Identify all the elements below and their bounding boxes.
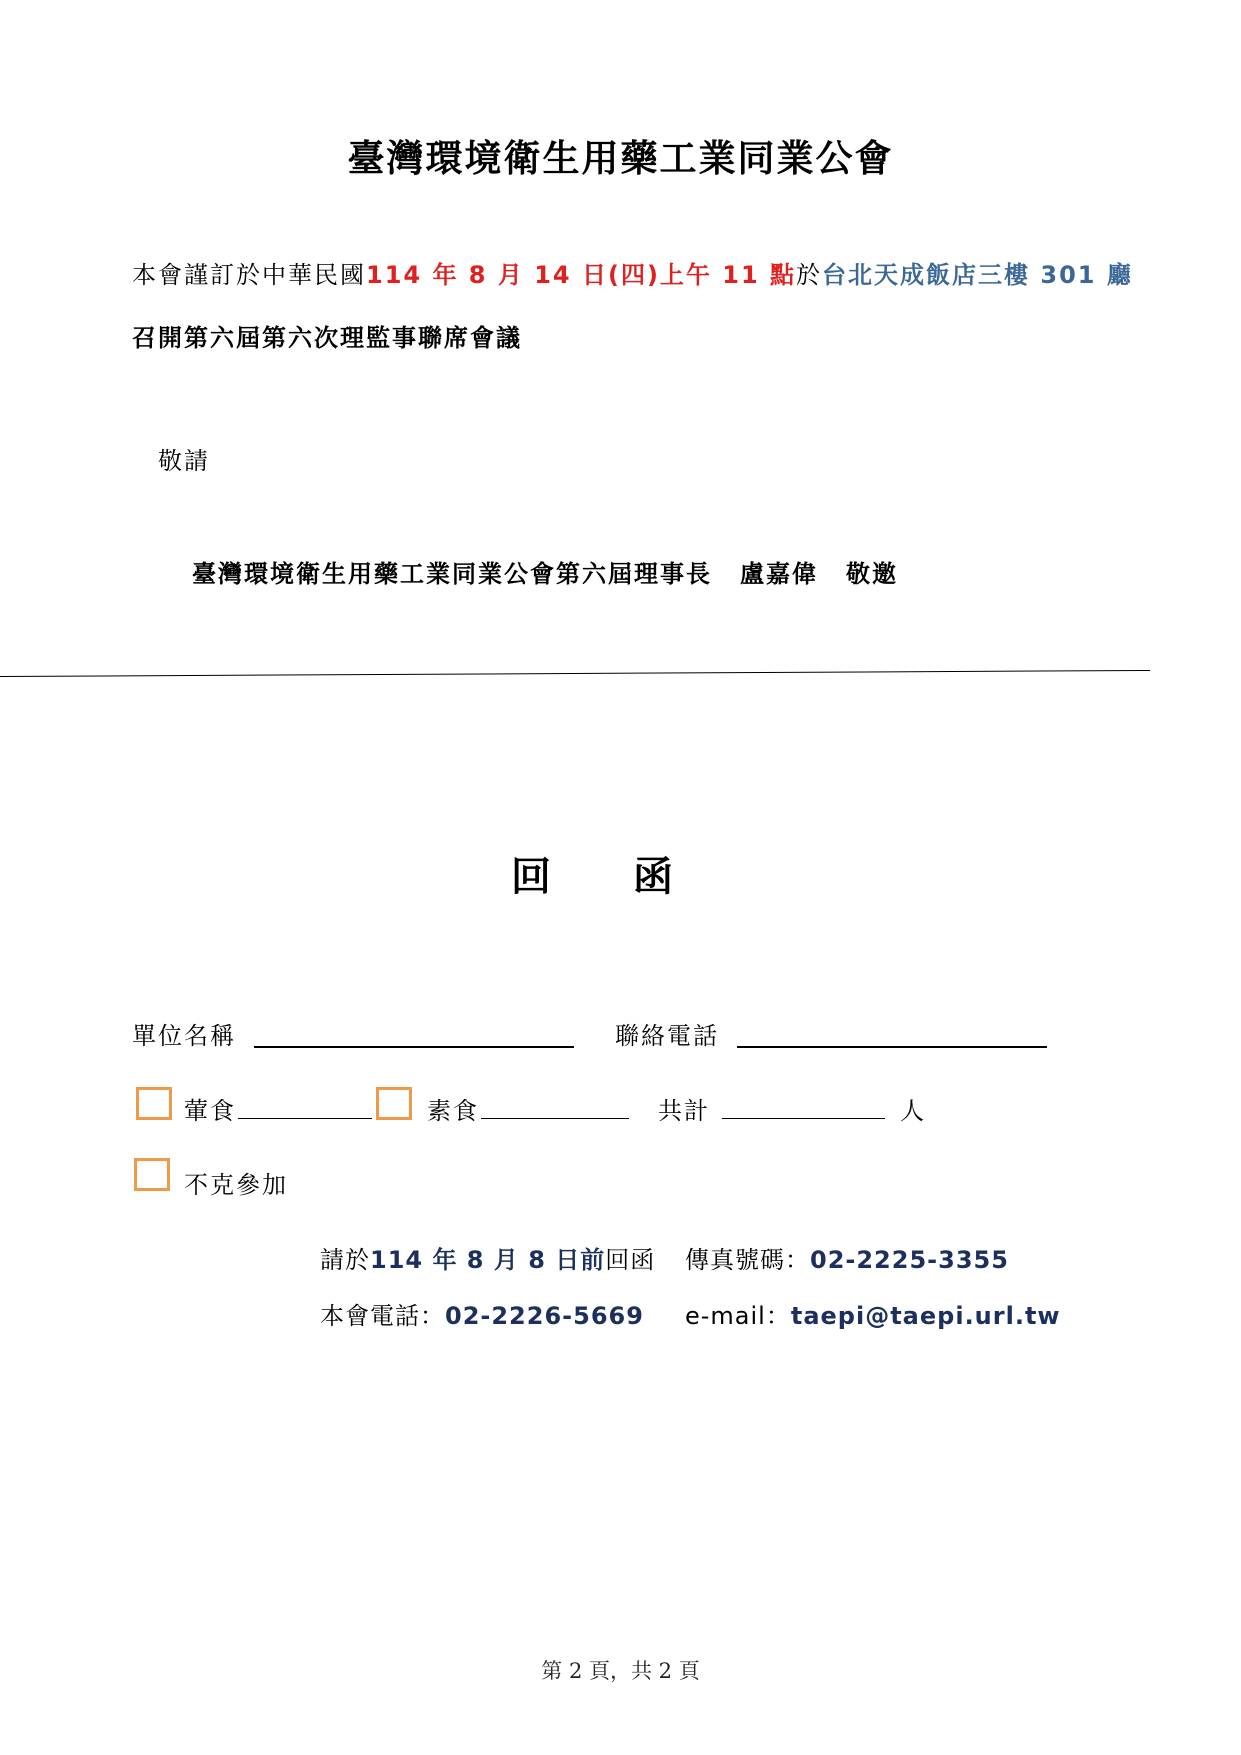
signature-line bbox=[192, 554, 898, 589]
unit-name-field[interactable] bbox=[254, 1046, 574, 1048]
greeting: 敬請 bbox=[158, 447, 210, 475]
office-phone-info bbox=[320, 1296, 644, 1331]
reply-title-char: 函 bbox=[633, 853, 673, 900]
person-unit-label: 人 bbox=[900, 1097, 926, 1125]
invitation-intro: 本會謹訂於中華民國 bbox=[132, 261, 366, 289]
total-label: 共計 bbox=[658, 1097, 710, 1125]
fax-number: 02-2225-3355 bbox=[810, 1246, 1009, 1274]
meat-meal-label: 葷食 bbox=[184, 1097, 236, 1125]
deadline-prefix: 請於 bbox=[320, 1246, 370, 1274]
signature-name: 盧嘉偉 bbox=[740, 559, 818, 588]
meat-meal-count-field[interactable] bbox=[238, 1118, 372, 1119]
page-number: 第 2 頁，共 2 頁 bbox=[541, 1659, 700, 1683]
fax-info bbox=[685, 1240, 1009, 1275]
office-phone-number: 02-2226-5669 bbox=[445, 1302, 644, 1330]
vegetarian-meal-count-field[interactable] bbox=[481, 1118, 629, 1119]
signature-closing: 敬邀 bbox=[846, 559, 898, 588]
invitation-line bbox=[132, 255, 1133, 290]
contact-phone-label: 聯絡電話 bbox=[615, 1022, 719, 1050]
section-divider bbox=[0, 670, 1150, 677]
deadline-date: 114 年 8 月 8 日前 bbox=[370, 1246, 606, 1274]
email-address[interactable]: taepi@taepi.url.tw bbox=[790, 1302, 1061, 1330]
contact-phone-field[interactable] bbox=[737, 1046, 1047, 1048]
deadline-note bbox=[320, 1240, 655, 1275]
decline-label: 不克參加 bbox=[184, 1171, 288, 1199]
unit-name-label: 單位名稱 bbox=[132, 1022, 236, 1050]
meeting-purpose: 召開第六屆第六次理監事聯席會議 bbox=[132, 323, 522, 352]
meeting-venue: 台北天成飯店三樓 301 廳 bbox=[822, 261, 1133, 289]
office-phone-label: 本會電話： bbox=[320, 1302, 445, 1330]
signature-org: 臺灣環境衛生用藥工業同業公會第六屆理事長 bbox=[192, 559, 712, 588]
meat-meal-checkbox[interactable] bbox=[136, 1087, 172, 1120]
document-title: 臺灣環境衛生用藥工業同業公會 bbox=[347, 136, 894, 180]
invitation-at: 於 bbox=[796, 261, 823, 289]
reply-title-char: 回 bbox=[511, 853, 551, 900]
deadline-suffix: 回函 bbox=[605, 1246, 656, 1274]
email-info bbox=[685, 1296, 1061, 1331]
vegetarian-meal-checkbox[interactable] bbox=[376, 1087, 412, 1120]
meeting-datetime: 114 年 8 月 14 日(四)上午 11 點 bbox=[366, 261, 797, 289]
vegetarian-meal-label: 素食 bbox=[427, 1097, 479, 1125]
fax-label: 傳真號碼： bbox=[685, 1246, 810, 1274]
email-label: e-mail： bbox=[685, 1302, 791, 1330]
decline-checkbox[interactable] bbox=[134, 1158, 170, 1191]
total-count-field[interactable] bbox=[722, 1118, 885, 1119]
